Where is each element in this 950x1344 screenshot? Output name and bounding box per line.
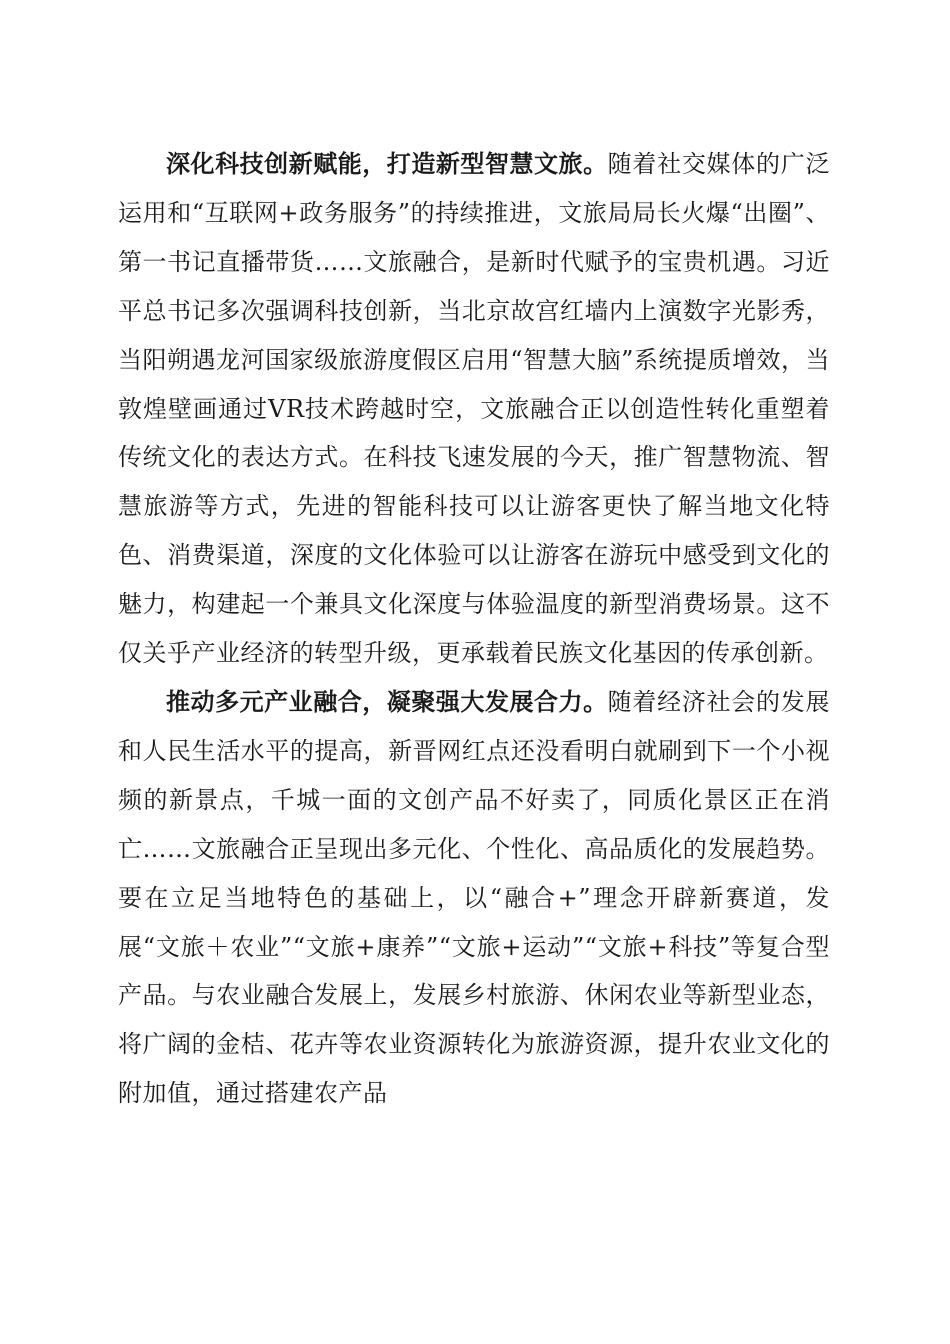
paragraph-industry-integration [118, 678, 830, 1118]
paragraph-heading: 推动多元产业融合，凝聚强大发展合力。 [166, 687, 608, 716]
article-body [118, 140, 830, 1118]
paragraph-text: 随着社交媒体的广泛运用和“互联网+政务服务”的持续推进，文旅局局长火爆“出圈”、第一书记直播带货……文旅融合，是新时代赋予的宝贵机遇。习近平总书记多次强调科技创新，当北京故宫红墙内上演数字光影秀，当阳朔遇龙河国家级旅游度假区启用“智慧大脑”系统提质增效，当敦煌壁画通过VR技术跨越时空，文旅融合正以创造性转化重塑着传统文化的表达方式。在科技飞速发展的今天，推广智慧物流、智慧旅游等方式，先进的智能科技可以让游客更快了解当地文化特色、消费渠道，深度的文化体验可以让游客在游玩中感受到文化的魅力，构建起一个兼具文化深度与体验温度的新型消费场景。这不仅关乎产业经济的转型升级，更承载着民族文化基因的传承创新。 [118, 150, 830, 668]
paragraph-text: 随着经济社会的发展和人民生活水平的提高，新晋网红点还没看明白就刷到下一个小视频的新景点，千城一面的文创产品不好卖了，同质化景区正在消亡……文旅融合正呈现出多元化、个性化、高品质化的发展趋势。要在立足当地特色的基础上，以“融合+”理念开辟新赛道，发展“文旅＋农业”“文旅+康养”“文旅+运动”“文旅+科技”等复合型产品。与农业融合发展上，发展乡村旅游、休闲农业等新型业态，将广阔的金桔、花卉等农业资源转化为旅游资源，提升农业文化的附加值，通过搭建农产品 [118, 687, 830, 1108]
paragraph-heading: 深化科技创新赋能，打造新型智慧文旅。 [166, 150, 608, 178]
paragraph-tech-innovation [118, 140, 830, 678]
